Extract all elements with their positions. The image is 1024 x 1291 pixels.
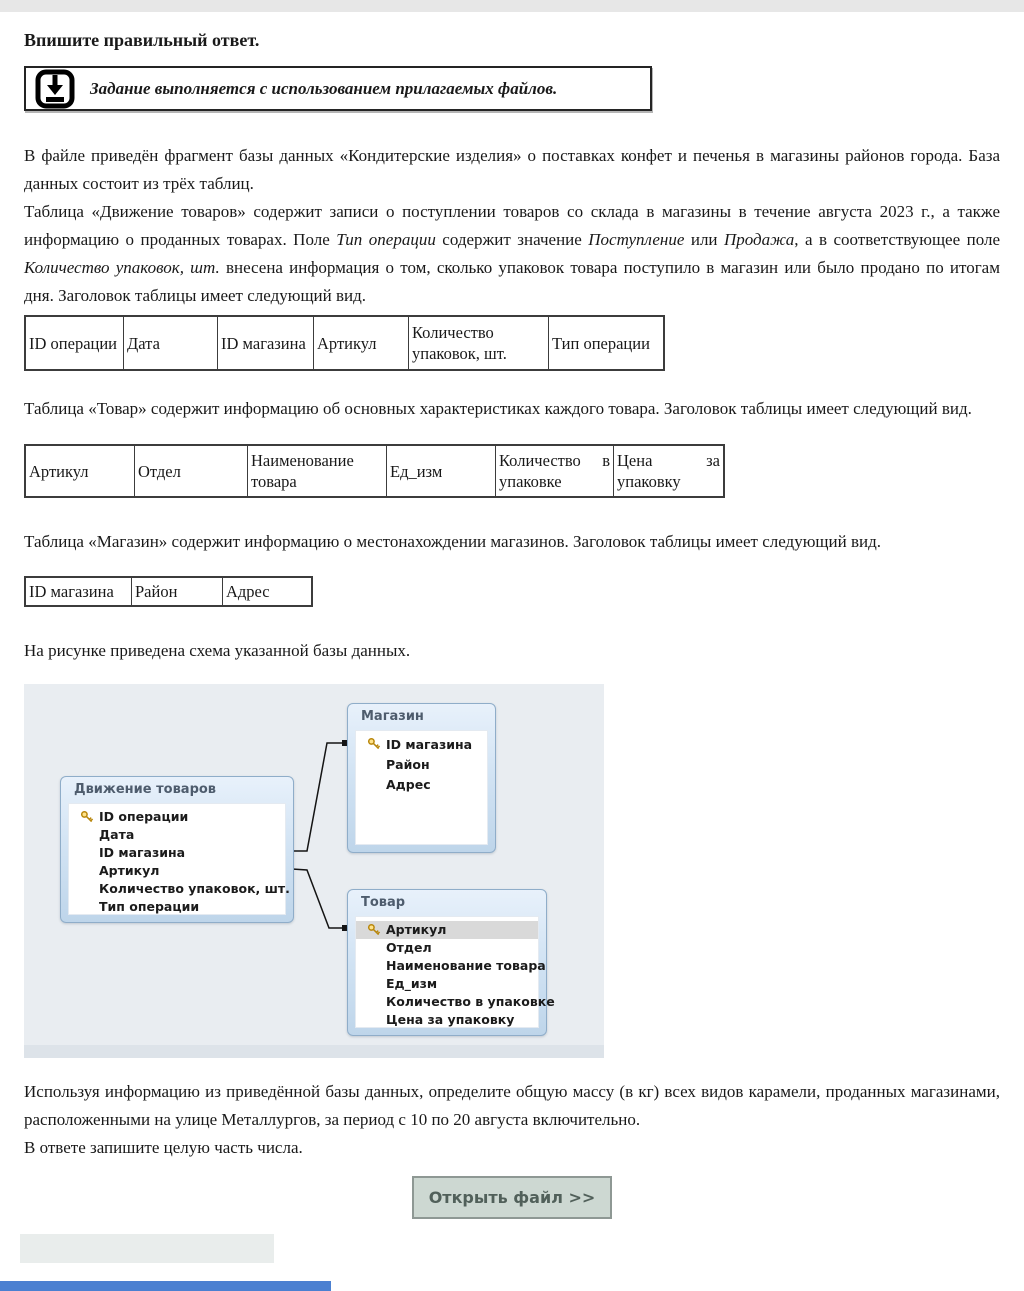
schema-table-title: Товар xyxy=(361,895,406,910)
movement-table-header xyxy=(24,315,665,371)
database-schema xyxy=(24,684,604,1058)
footer-progress-bar xyxy=(0,1281,331,1291)
column-header: Ед_изм xyxy=(387,445,496,497)
key-icon xyxy=(367,737,381,751)
product-paragraph: Таблица «Товар» содержит информацию об основных характеристиках каждого товара. Заголовок таблицы имеет следующий вид. xyxy=(24,399,972,418)
schema-field: ID магазина xyxy=(356,735,487,755)
shop-paragraph: Таблица «Магазин» содержит информацию о местонахождении магазинов. Заголовок таблицы имеет следующий вид. xyxy=(24,532,881,551)
download-file-icon xyxy=(34,69,76,109)
question-paragraph: Используя информацию из приведённой базы данных, определите общую массу (в кг) всех видов карамели, проданных магазинами, расположенными на улице Металлургов, за период с 10 по 20 августа включительно. xyxy=(24,1082,1000,1129)
schema-field: Количество упаковок, шт. xyxy=(99,881,290,896)
schema-table-title: Магазин xyxy=(361,709,424,724)
schema-field: ID операции xyxy=(69,808,285,826)
movement-paragraph: Таблица «Движение товаров» содержит записи о поступлении товаров со склада в магазины в течение августа 2023 г., а также информацию о проданных товарах. Поле Тип операции содержит значение Поступление или Продажа, а в соответствующее поле Количество упаковок, шт. внесена информация о том, сколько упаковок товара поступило в магазин или было продано по итогам дня. Заголовок таблицы имеет следующий вид. xyxy=(24,202,1001,305)
answer-input[interactable] xyxy=(20,1234,274,1263)
attachment-notice xyxy=(24,66,652,111)
column-header: Отдел xyxy=(135,445,248,497)
table-row xyxy=(25,445,724,497)
schema-field: Тип операции xyxy=(99,899,200,914)
table-row xyxy=(25,577,312,606)
column-header: Количество упаковок, шт. xyxy=(409,316,549,370)
schema-field: Дата xyxy=(99,827,135,842)
column-header: Тип операции xyxy=(549,316,665,370)
key-icon xyxy=(367,923,381,937)
intro-paragraph: В файле приведён фрагмент базы данных «Кондитерские изделия» о поставках конфет и печенья в магазины районов города. База данных состоит из трёх таблиц. xyxy=(24,146,1000,193)
column-header: Артикул xyxy=(25,445,135,497)
answer-note: В ответе запишите целую часть числа. xyxy=(24,1138,303,1157)
schema-field: Адрес xyxy=(386,777,431,792)
column-header: ID магазина xyxy=(25,577,132,606)
task-content xyxy=(24,12,1000,1263)
column-header: ID операции xyxy=(25,316,124,370)
schema-field: Ед_изм xyxy=(386,976,438,991)
column-header: Артикул xyxy=(314,316,409,370)
column-header: Наименование товара xyxy=(248,445,387,497)
schema-field: Отдел xyxy=(386,940,432,955)
schema-field: Количество в упаковке xyxy=(386,994,555,1009)
column-header: Адрес xyxy=(223,577,313,606)
schema-field: Артикул xyxy=(99,863,160,878)
schema-field: Артикул xyxy=(356,921,538,939)
schema-table-movement xyxy=(60,776,294,923)
column-header: Район xyxy=(132,577,223,606)
schema-table-shop xyxy=(347,703,496,853)
key-icon xyxy=(80,810,94,824)
table-row xyxy=(25,316,664,370)
top-divider-bar xyxy=(0,0,1024,12)
page-title: Впишите правильный ответ. xyxy=(24,30,260,50)
schema-caption: На рисунке приведена схема указанной базы данных. xyxy=(24,641,411,660)
column-header: Дата xyxy=(124,316,218,370)
shop-table-header xyxy=(24,576,313,607)
product-table-header xyxy=(24,444,725,498)
schema-field: Район xyxy=(386,757,430,772)
schema-field: ID магазина xyxy=(99,845,186,860)
schema-table-product xyxy=(347,889,555,1036)
open-file-button[interactable]: Открыть файл >> xyxy=(412,1176,612,1219)
attachment-notice-text: Задание выполняется с использованием прилагаемых файлов. xyxy=(90,78,558,98)
column-header: ID магазина xyxy=(218,316,314,370)
schema-field: Цена за упаковку xyxy=(386,1012,515,1027)
column-header: Цена за упаковку xyxy=(614,445,725,497)
schema-bottom-band xyxy=(24,1045,604,1058)
schema-field: Наименование товара xyxy=(386,958,546,973)
schema-table-title: Движение товаров xyxy=(74,782,217,797)
button-row xyxy=(24,1176,1000,1219)
column-header: Количество в упаковке xyxy=(496,445,614,497)
